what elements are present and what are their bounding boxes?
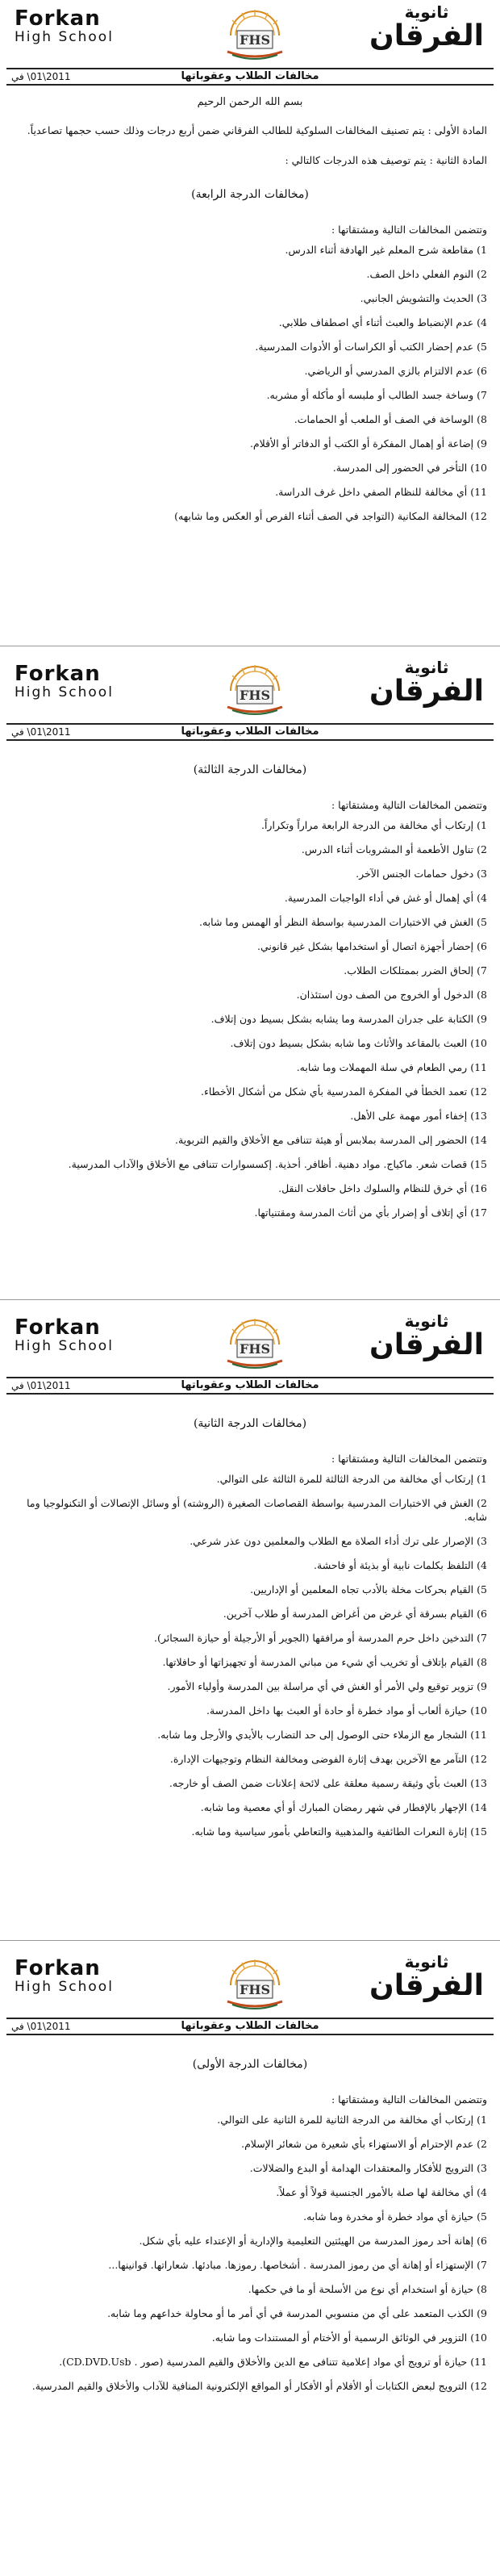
document-date: 2011\01\ في — [11, 1380, 71, 1391]
list-item — [13, 915, 487, 929]
list-item — [13, 2113, 487, 2126]
item-text: التدخين داخل حرم المدرسة أو مرافقها (الجوير أو الأرجيلة أو حيازة السجائر). — [154, 1632, 474, 1644]
item-number: 6) — [477, 1608, 487, 1620]
list-item — [13, 509, 487, 523]
item-text: إرتكاب أي مخالفة من الدرجة الثانية للمرة الثانية على التوالي. — [217, 2114, 474, 2126]
item-text: القيام بإتلاف أو تخريب أي شيء من مباني المدرسة أو تجهيزاتها أو حافلاتها. — [162, 1656, 474, 1668]
section-title: (مخالفات الدرجة الثالثة) — [193, 763, 307, 776]
list-item — [13, 2137, 487, 2151]
item-text: عدم الإنضباط والعبث أثناء أي اصطفاف طلابي. — [278, 316, 474, 328]
list-item — [13, 1704, 487, 1717]
school-brand-arabic — [369, 1312, 484, 1361]
item-number: 8) — [477, 413, 487, 425]
item-number: 12) — [470, 1085, 487, 1098]
list-item — [13, 891, 487, 905]
list-item — [13, 267, 487, 281]
document-title: مخالفات الطلاب وعقوباتها — [181, 1379, 319, 1391]
item-number: 17) — [470, 1206, 487, 1219]
item-number: 9) — [477, 1680, 487, 1692]
item-text: حيازة ألعاب أو مواد خطرة أو حادة أو العبث بها داخل المدرسة. — [206, 1704, 468, 1717]
violations-list — [13, 2113, 487, 2393]
item-text: رمي الطعام في سلة المهملات وما شابه. — [296, 1061, 468, 1073]
list-item — [13, 316, 487, 329]
item-number: 5) — [477, 916, 487, 928]
item-number: 7) — [477, 389, 487, 401]
document-page — [0, 655, 500, 1299]
school-name-arabic-line1: ثانوية — [404, 1952, 449, 1972]
page-header — [5, 1950, 495, 2018]
list-item — [13, 2161, 487, 2175]
item-number: 10) — [470, 462, 487, 474]
item-text: إهانة أحد رموز المدرسة من الهيئتين التعليمية والإدارية أو الإعتداء عليه بأي شكل. — [139, 2235, 474, 2247]
section-title: (مخالفات الدرجة الأولى) — [192, 2058, 308, 2071]
item-text: قصات شعر. ماكياج. مواد دهنية. أظافر. أحذية. إكسسوارات تتنافى مع الأخلاق والآداب المدرسية. — [68, 1158, 468, 1170]
item-number: 1) — [477, 1473, 487, 1485]
school-name-arabic-line2: الفرقان — [369, 1969, 484, 2002]
list-item — [13, 964, 487, 977]
item-text: القيام بحركات مخلة بالأدب تجاه المعلمين أو الإداريين. — [250, 1583, 474, 1595]
item-text: الحضور إلى المدرسة بملابس أو هيئة تتنافى مع الأخلاق والقيم التربوية. — [175, 1134, 468, 1146]
list-item — [13, 1776, 487, 1790]
school-logo-icon — [213, 663, 297, 718]
list-item — [13, 1060, 487, 1074]
item-text: المخالفة المكانية (التواجد في الصف أثناء الفرص أو العكس وما شابهه) — [174, 510, 468, 522]
item-number: 15) — [470, 1158, 487, 1170]
school-name-english: Forkan — [15, 1956, 101, 1980]
list-item — [13, 1133, 487, 1147]
section-intro: وتتضمن المخالفات التالية ومشتقاتها : — [331, 2093, 487, 2106]
item-number: 14) — [470, 1134, 487, 1146]
item-text: التآمر مع الآخرين بهدف إثارة الفوضى ومخالفة النظام وتوجيهات الإدارة. — [169, 1753, 468, 1765]
item-text: حيازة أو استخدام أي نوع من الأسلحة أو ما في حكمها. — [248, 2283, 474, 2295]
school-name-arabic-line1: ثانوية — [404, 658, 449, 677]
item-number: 9) — [477, 1013, 487, 1025]
item-text: التزوير في الوثائق الرسمية أو الأختام أو المستندات وما شابه. — [211, 2331, 468, 2344]
list-item — [13, 1181, 487, 1195]
article-two: المادة الثانية : يتم توصيف هذه الدرجات كالتالي : — [285, 154, 487, 166]
item-text: الغش في الاختبارات المدرسية بواسطة النظر أو الهمس وما شابه. — [199, 916, 474, 928]
item-text: الإجهار بالإفطار في شهر رمضان المبارك أو أي معصية وما شابه. — [200, 1801, 468, 1813]
item-text: مقاطعة شرح المعلم غير الهادفة أثناء الدرس. — [285, 244, 474, 256]
item-text: أي خرق للنظام والسلوك داخل حافلات النقل. — [278, 1182, 468, 1194]
item-number: 2) — [477, 2138, 487, 2150]
title-bar — [6, 1377, 494, 1395]
item-number: 11) — [470, 1729, 487, 1741]
item-text: الكتابة على جدران المدرسة وما يشابه بشكل بسيط دون إتلاف. — [210, 1013, 474, 1025]
item-text: الإصرار على ترك أداء الصلاة مع الطلاب والمعلمين دون عذر شرعي. — [190, 1535, 474, 1547]
list-item — [13, 437, 487, 450]
item-number: 4) — [477, 2186, 487, 2198]
document-date: 2011\01\ في — [11, 726, 71, 738]
item-number: 1) — [477, 244, 487, 256]
item-text: الحديث والتشويش الجانبي. — [360, 292, 474, 304]
list-item — [13, 485, 487, 499]
school-name-english: Forkan — [15, 1315, 101, 1340]
list-item — [13, 867, 487, 880]
list-item — [13, 1472, 487, 1486]
list-item — [13, 2234, 487, 2248]
list-item — [13, 1631, 487, 1645]
item-text: القيام بسرقة أي غرض من أغراض المدرسة أو طلاب آخرين. — [223, 1608, 474, 1620]
list-item — [13, 412, 487, 426]
item-number: 2) — [477, 268, 487, 280]
list-item — [13, 2306, 487, 2320]
item-text: النوم الفعلي داخل الصف. — [366, 268, 474, 280]
school-brand-arabic — [369, 1953, 484, 2001]
violations-list — [13, 818, 487, 1219]
title-bar — [6, 723, 494, 741]
item-number: 2) — [477, 843, 487, 855]
page-header — [5, 655, 495, 723]
item-number: 6) — [477, 2235, 487, 2247]
document-page — [0, 1950, 500, 2576]
item-number: 2) — [477, 1497, 487, 1509]
item-text: الترويج لبعض الكتابات أو الأفلام أو الأفكار أو المواقع الإلكترونية المنافية للآداب والأخلاق والقيم المدرسية. — [31, 2380, 468, 2392]
list-item — [13, 818, 487, 832]
item-text: وساخة جسد الطالب أو ملبسه أو مأكله أو مشربه. — [266, 389, 474, 401]
page-header — [5, 0, 495, 68]
list-item — [13, 461, 487, 475]
item-text: حيازة أو ترويج أي مواد إعلامية تتنافى مع الدين والأخلاق والقيم المدرسية (صور . CD.DVD.Usb). — [59, 2356, 468, 2368]
school-name-arabic-line1: ثانوية — [404, 1311, 449, 1331]
document-page — [0, 1309, 500, 1940]
item-text: إثارة النعرات الطائفية والمذهبية والتعاطي بأمور سياسية وما شابه. — [191, 1825, 468, 1838]
list-item — [13, 1085, 487, 1098]
item-text: إلحاق الضرر بممتلكات الطلاب. — [344, 964, 474, 976]
document-page — [0, 0, 500, 646]
item-number: 5) — [477, 341, 487, 353]
item-number: 11) — [470, 486, 487, 498]
item-text: إخفاء أمور مهمة على الأهل. — [350, 1110, 468, 1122]
violations-list — [13, 1472, 487, 1838]
item-number: 5) — [477, 2210, 487, 2223]
document-title: مخالفات الطلاب وعقوباتها — [181, 2020, 319, 2032]
school-brand-arabic — [369, 3, 484, 52]
item-text: تناول الأطعمة أو المشروبات أثناء الدرس. — [301, 843, 474, 855]
school-subtitle-english: High School — [15, 1979, 114, 1995]
item-text: التلفظ بكلمات نابية أو بذيئة أو فاحشة. — [314, 1559, 474, 1571]
document-title: مخالفات الطلاب وعقوباتها — [181, 70, 319, 82]
list-item — [13, 843, 487, 856]
school-logo-icon — [213, 8, 297, 63]
item-number: 12) — [470, 510, 487, 522]
item-number: 1) — [477, 819, 487, 831]
school-name-arabic-line2: الفرقان — [369, 1328, 484, 1361]
title-bar — [6, 68, 494, 86]
list-item — [13, 1679, 487, 1693]
logo-text: FHS — [239, 1982, 271, 1997]
item-text: الكذب المتعمد على أي من منسوبي المدرسة في أي أمر ما أو محاولة خداعهم وما شابه. — [107, 2307, 474, 2319]
item-number: 1) — [477, 2114, 487, 2126]
item-text: الوساخة في الصف أو الملعب أو الحمامات. — [294, 413, 474, 425]
school-logo-icon — [213, 1317, 297, 1372]
item-number: 6) — [477, 940, 487, 952]
item-number: 11) — [470, 1061, 487, 1073]
item-number: 10) — [470, 1037, 487, 1049]
list-item — [13, 1607, 487, 1620]
list-item — [13, 1583, 487, 1596]
list-item — [13, 1752, 487, 1766]
article-one: المادة الأولى : يتم تصنيف المخالفات السلوكية للطالب الفرقاني ضمن أربع درجات وذلك حسب حجمها تصاعدياً. — [27, 124, 487, 136]
item-number: 14) — [470, 1801, 487, 1813]
item-number: 5) — [477, 1583, 487, 1595]
school-name-english: Forkan — [15, 6, 101, 31]
item-number: 3) — [477, 1535, 487, 1547]
list-item — [13, 2210, 487, 2223]
list-item — [13, 1157, 487, 1171]
list-item — [13, 1036, 487, 1050]
list-item — [13, 1534, 487, 1548]
item-text: دخول حمامات الجنس الآخر. — [356, 868, 474, 880]
item-text: عدم الإحترام أو الاستهزاء بأي شعيرة من شعائر الإسلام. — [241, 2138, 474, 2150]
item-number: 15) — [470, 1825, 487, 1838]
item-number: 10) — [470, 2331, 487, 2344]
item-number: 7) — [477, 964, 487, 976]
document-date: 2011\01\ في — [11, 2021, 71, 2032]
page-separator — [0, 1299, 500, 1309]
item-number: 12) — [470, 1753, 487, 1765]
item-text: الدخول أو الخروج من الصف دون استئذان. — [296, 989, 474, 1001]
item-text: الترويج للأفكار والمعتقدات الهدامة أو البدع والضلالات. — [249, 2162, 474, 2174]
list-item — [13, 2355, 487, 2369]
section-title: (مخالفات الدرجة الرابعة) — [191, 188, 309, 201]
item-text: التأخر في الحضور إلى المدرسة. — [332, 462, 468, 474]
item-text: إرتكاب أي مخالفة من الدرجة الرابعة مراراً وتكراراً. — [260, 819, 474, 831]
list-item — [13, 939, 487, 953]
list-item — [13, 1012, 487, 1026]
item-number: 16) — [470, 1182, 487, 1194]
list-item — [13, 1496, 487, 1524]
list-item — [13, 988, 487, 1002]
item-text: إحضار أجهزة اتصال أو استخدامها بشكل غير قانوني. — [256, 940, 474, 952]
title-bar — [6, 2018, 494, 2035]
page-header — [5, 1309, 495, 1377]
item-number: 4) — [477, 1559, 487, 1571]
list-item — [13, 2331, 487, 2344]
document-date: 2011\01\ في — [11, 71, 71, 82]
item-text: أي مخالفة للنظام الصفي داخل غرف الدراسة. — [275, 486, 468, 498]
item-number: 13) — [470, 1777, 487, 1789]
list-item — [13, 1800, 487, 1814]
list-item — [13, 1728, 487, 1742]
item-number: 6) — [477, 365, 487, 377]
item-number: 7) — [477, 1632, 487, 1644]
item-number: 4) — [477, 892, 487, 904]
school-brand-english — [15, 662, 114, 700]
item-text: تعمد الخطأ في المفكرة المدرسية بأي شكل من أشكال الأخطاء. — [200, 1085, 468, 1098]
item-text: أي إتلاف أو إضرار بأي من أثاث المدرسة ومقتنياتها. — [254, 1206, 468, 1219]
section-intro: وتتضمن المخالفات التالية ومشتقاتها : — [331, 799, 487, 811]
list-item — [13, 2185, 487, 2199]
section-intro: وتتضمن المخالفات التالية ومشتقاتها : — [331, 1453, 487, 1465]
item-number: 12) — [470, 2380, 487, 2392]
item-number: 10) — [470, 1704, 487, 1717]
item-number: 8) — [477, 989, 487, 1001]
item-text: عدم الالتزام بالزي المدرسي أو الرياضي. — [304, 365, 474, 377]
item-text: إضاعة أو إهمال المفكرة أو الكتب أو الدفاتر أو الأقلام. — [249, 437, 474, 450]
item-text: تزوير توقيع ولي الأمر أو الغش في أي مراسلة بين المدرسة وأولياء الأمور. — [167, 1680, 474, 1692]
item-number: 3) — [477, 2162, 487, 2174]
list-item — [13, 1655, 487, 1669]
school-subtitle-english: High School — [15, 684, 114, 700]
item-text: الشجار مع الزملاء حتى الوصول إلى حد التضارب بالأيدي والأرجل وما شابه. — [157, 1729, 468, 1741]
school-brand-english — [15, 6, 114, 45]
section-intro: وتتضمن المخالفات التالية ومشتقاتها : — [331, 224, 487, 236]
item-text: الغش في الاختبارات المدرسية بواسطة القصاصات الصغيرة (الروشته) أو وسائل الإتصالات أو التكنولوجيا وما شابه. — [27, 1497, 487, 1523]
school-logo-icon — [213, 1958, 297, 2013]
list-item — [13, 1206, 487, 1219]
item-text: عدم إحضار الكتب أو الكراسات أو الأدوات المدرسية. — [255, 341, 474, 353]
page-separator — [0, 646, 500, 655]
list-item — [13, 2282, 487, 2296]
item-text: العبث بالمقاعد والأثاث وما شابه بشكل بسيط دون إتلاف. — [230, 1037, 468, 1049]
list-item — [13, 364, 487, 378]
page-separator — [0, 1940, 500, 1950]
list-item — [13, 291, 487, 305]
list-item — [13, 388, 487, 402]
logo-text: FHS — [239, 1341, 271, 1357]
list-item — [13, 243, 487, 257]
school-subtitle-english: High School — [15, 1338, 114, 1354]
list-item — [13, 340, 487, 353]
basmala: بسم الله الرحمن الرحيم — [197, 96, 303, 108]
page-content — [5, 741, 495, 1219]
list-item — [13, 2258, 487, 2272]
item-number: 9) — [477, 2307, 487, 2319]
page-content — [5, 2035, 495, 2393]
item-number: 9) — [477, 437, 487, 450]
list-item — [13, 1825, 487, 1838]
school-subtitle-english: High School — [15, 29, 114, 45]
list-item — [13, 1558, 487, 1572]
school-name-arabic-line2: الفرقان — [369, 675, 484, 708]
list-item — [13, 2379, 487, 2393]
item-number: 8) — [477, 1656, 487, 1668]
violations-list — [13, 243, 487, 523]
item-text: أي مخالفة لها صلة بالأمور الجنسية قولاً أو عملاً. — [276, 2186, 474, 2198]
logo-text: FHS — [239, 32, 271, 48]
school-brand-arabic — [369, 659, 484, 707]
item-number: 11) — [470, 2356, 487, 2368]
school-name-english: Forkan — [15, 662, 101, 686]
school-name-arabic-line2: الفرقان — [369, 19, 484, 52]
school-brand-english — [15, 1315, 114, 1354]
item-number: 13) — [470, 1110, 487, 1122]
item-text: الإستهزاء أو إهانة أي من رموز المدرسة . أشخاصها. رموزها. مبادئها. شعاراتها. قوانينها... — [108, 2259, 474, 2271]
item-number: 3) — [477, 868, 487, 880]
section-title: (مخالفات الدرجة الثانية) — [193, 1417, 307, 1430]
document-title: مخالفات الطلاب وعقوباتها — [181, 726, 319, 738]
page-content — [5, 1395, 495, 1838]
item-text: أي إهمال أو غش في أداء الواجبات المدرسية. — [284, 892, 474, 904]
school-name-arabic-line1: ثانوية — [404, 2, 449, 22]
item-number: 3) — [477, 292, 487, 304]
list-item — [13, 1109, 487, 1123]
item-number: 4) — [477, 316, 487, 328]
school-brand-english — [15, 1956, 114, 1995]
item-text: العبث بأي وثيقة رسمية معلقة على لائحة إعلانات ضمن الصف أو خارجه. — [169, 1777, 468, 1789]
item-text: إرتكاب أي مخالفة من الدرجة الثالثة للمرة الثالثة على التوالي. — [216, 1473, 474, 1485]
page-content — [5, 95, 495, 523]
item-number: 8) — [477, 2283, 487, 2295]
item-text: حيازة أي مواد خطرة أو مخدرة وما شابه. — [303, 2210, 474, 2223]
item-number: 7) — [477, 2259, 487, 2271]
logo-text: FHS — [239, 688, 271, 703]
